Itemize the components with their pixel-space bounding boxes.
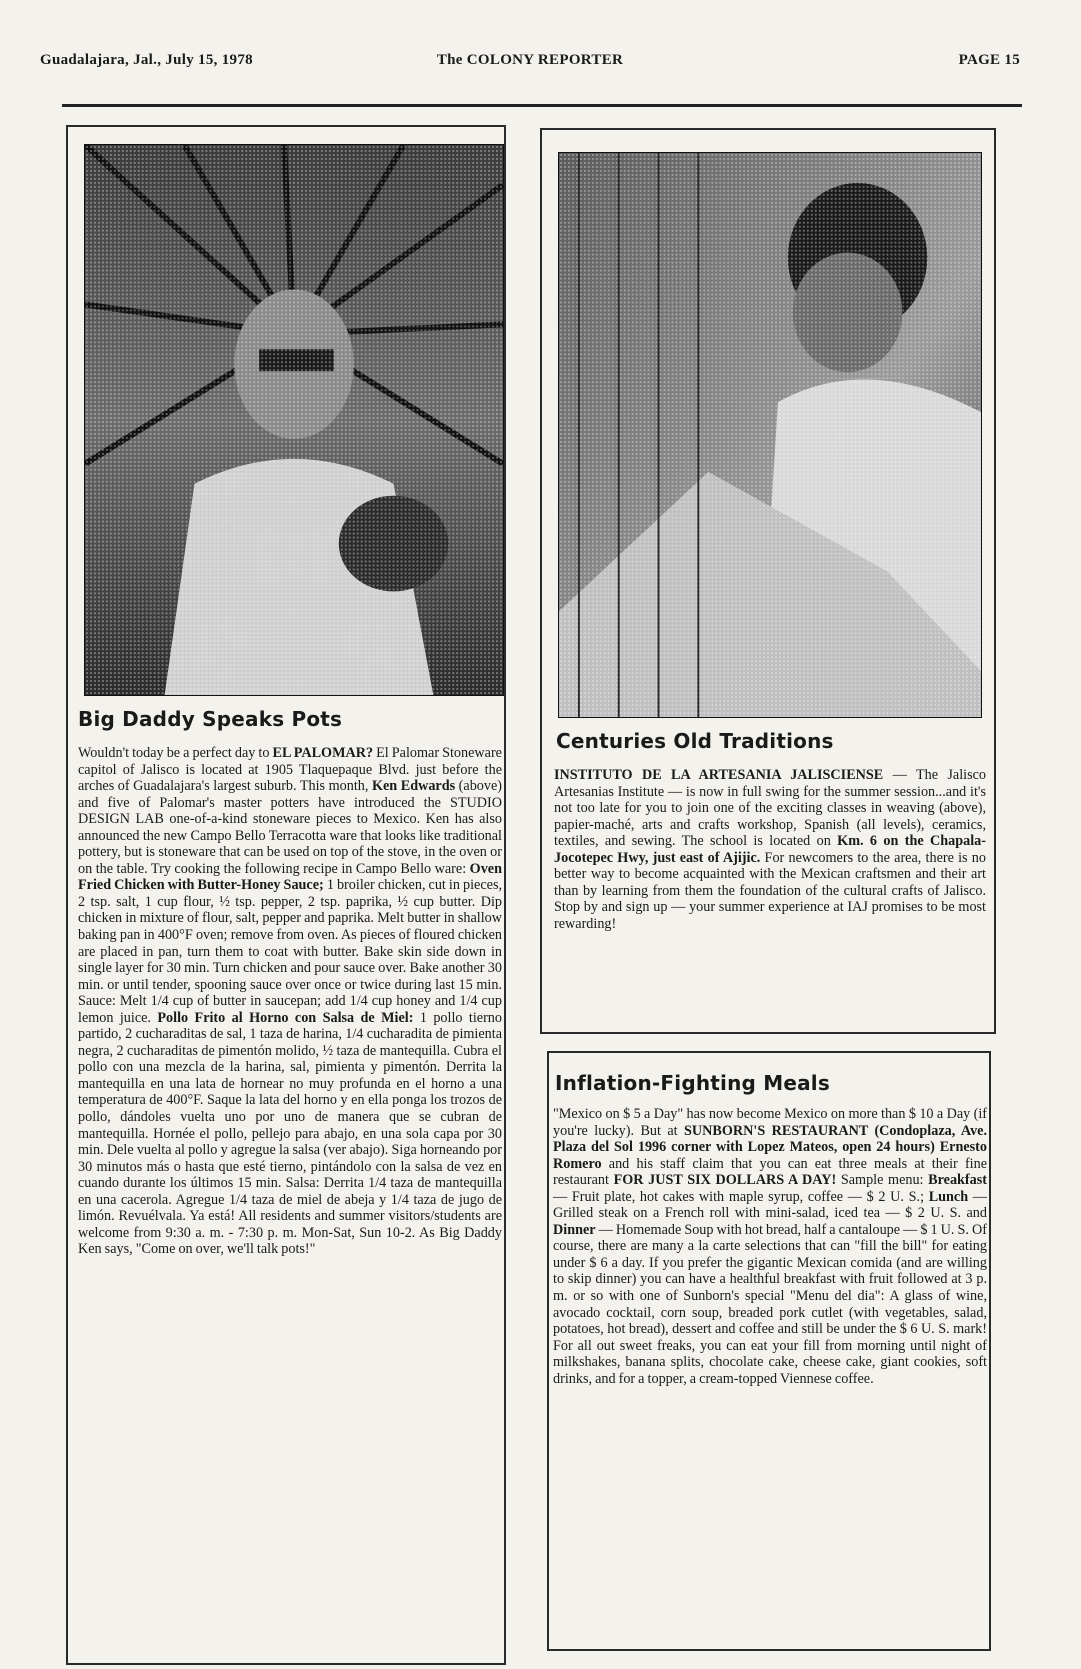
masthead-rule [62, 104, 1022, 107]
text-run: For newcomers to the area, there is no better way to become acquainted with the Mexican craftsmen and their art than by learning from them the foundation of the cultural crafts of Jalisco. Stop by and sign up — your summer experience at IAJ promises to be most rewarding! [554, 849, 986, 932]
text-run: Wouldn't today be a perfect day to [78, 745, 273, 761]
bold-run: Lunch [928, 1188, 969, 1205]
text-run: El Palomar Stoneware capitol of Jalisco is located at 1905 Tlaquepaque Blvd. just before the arches of Guadalajara's largest suburb. This month, [78, 745, 502, 795]
bold-run: Pollo Frito al Horno con Salsa de Miel: [157, 1009, 414, 1026]
article-body-meals [553, 1106, 987, 1387]
masthead [40, 52, 1020, 76]
text-run: 1 pollo tierno partido, 2 cucharaditas de sal, 1 taza de harina, 1/4 cucharadita de pimienta negra, 2 cucharaditas de pimentón molido, ½ taza de mantequilla. Cubra el pollo con una mezcla de la harina, sal, pimienta y pimentón. Derrita la mantequilla en una lata de hornear no muy profunda en el horno a una temperatura de 400°F. Saque la lata del horno y en ella ponga los trozos de pollo, dándoles vuelta uno por uno de manera que se cubran de mantequilla. Hornée el pollo, pellejo para abajo, en una sola capa por 30 min. Dele vuelta al pollo y agregue la salsa (ver abajo). Siga horneando por 30 minutos más o hasta que esté tierno, pintándolo con la salsa de vez en cuando durante los últimos 15 min. Salsa: Derrita 1/4 taza de mantequilla en una cacerola. Agregue 1/4 taza de miel de abeja y 1/4 taza de jugo de limón. Revuélvala. Ya está! All residents and summer visitors/students are welcome from 9:30 a. m. - 7:30 p. m. Mon-Sat, Sun 10-2. As Big Daddy Ken says, "Come on over, we'll talk pots!" [78, 1009, 502, 1258]
bold-run: Oven Fried Chicken with Butter-Honey Sauce; [78, 860, 502, 894]
text-run: — Homemade Soup with hot bread, half a cantaloupe — $ 1 U. S. Of course, there are many a la carte selections that can "fill the bill" for eating under $ 6 a day. If you prefer the gigantic Mexican comida (and are willing to skip dinner) you can have a healthful breakfast with fruit followed at 3 p. m. or so with one of Sunborn's special "Menu del dia": A glass of wine, avocado cocktail, corn soup, breaded pork cutlet (with vegetables, salad, potatoes, hot bread), dessert and coffee and still be under the $ 6 U. S. mark! For all out sweet freaks, you can eat your fill from morning until night of milkshakes, banana splits, chocolate cake, cheese cake, giant cookies, soft drinks, and for a topper, a cream-topped Viennese coffee. [553, 1221, 987, 1387]
bold-run: INSTITUTO DE LA ARTESANIA JALISCIENSE [554, 767, 884, 783]
text-run: (above) and five of Palomar's master potters have introduced the STUDIO DESIGN LAB one-of-a-kind stoneware pieces to Mexico. Ken has also announced the new Campo Bello Terracotta ware that looks like traditional pottery, but is stoneware that can be used on top of the stove, in the oven or on the table. Try cooking the following recipe in Campo Bello ware: [78, 778, 503, 877]
bold-run: Breakfast [928, 1172, 987, 1189]
photo-weaver [558, 152, 982, 718]
text-run: Sample menu: [836, 1172, 929, 1189]
photo-potter [84, 144, 504, 696]
bold-run: Ken Edwards [371, 778, 456, 795]
text-run: — Fruit plate, hot cakes with maple syrup, coffee — $ 2 U. S.; [553, 1188, 929, 1205]
dateline: Guadalajara, Jal., July 15, 1978 [40, 52, 253, 68]
text-run: "Mexico on $ 5 a Day" has now become Mexico on more than $ 10 a Day (if you're lucky). But at [553, 1106, 987, 1139]
text-run: 1 broiler chicken, cut in pieces, 2 tsp. salt, 1 cup flour, ½ tsp. pepper, 2 tsp. paprika, ½ cup butter. Dip chicken in mixture of flour, salt, pepper and paprika. Melt butter in shallow baking pan in 400°F oven; remove from oven. As pieces of floured chicken are placed in pan, turn them to coat with butter. Bake skin side down in single layer for 30 min. Turn chicken and pour sauce over. Bake another 30 min. or until tender, spooning sauce over once or twice during last 15 min. Sauce: Melt 1/4 cup of butter in saucepan; add 1/4 cup honey and 1/4 cup lemon juice. [78, 877, 503, 1026]
bold-run: Dinner [553, 1221, 596, 1238]
page-number: PAGE 15 [958, 52, 1020, 68]
paper-name: The COLONY REPORTER [436, 52, 624, 68]
article-body-pots [78, 745, 502, 1258]
headline-pots: Big Daddy Speaks Pots [78, 707, 343, 731]
headline-meals: Inflation-Fighting Meals [555, 1071, 830, 1095]
article-body-traditions [554, 767, 986, 932]
bold-run: FOR JUST SIX DOLLARS A DAY! [613, 1172, 837, 1189]
bold-run: SUNBORN'S RESTAURANT (Condoplaza, Ave. Plaza del Sol 1996 corner with Lopez Mateos, open 24 hours) Ernesto Romero [553, 1122, 988, 1172]
text-run: — The Jalisco Artesanias Institute — is now in full swing for the summer session...and it's not too late for you to join one of the exciting classes in weaving (above), papier-maché, arts and crafts workshop, Spanish (all levels), ceramics, textiles, and sewing. The school is located on [554, 767, 986, 850]
text-run: — Grilled steak on a French roll with mini-salad, iced tea — $ 2 U. S. and [553, 1188, 987, 1222]
bold-run: EL PALOMAR? [272, 745, 374, 761]
headline-traditions: Centuries Old Traditions [556, 729, 834, 753]
bold-run: Km. 6 on the Chapala-Jocotepec Hwy, just east of Ajijic. [554, 833, 986, 866]
text-run: and his staff claim that you can eat three meals at their fine restaurant [553, 1155, 987, 1189]
